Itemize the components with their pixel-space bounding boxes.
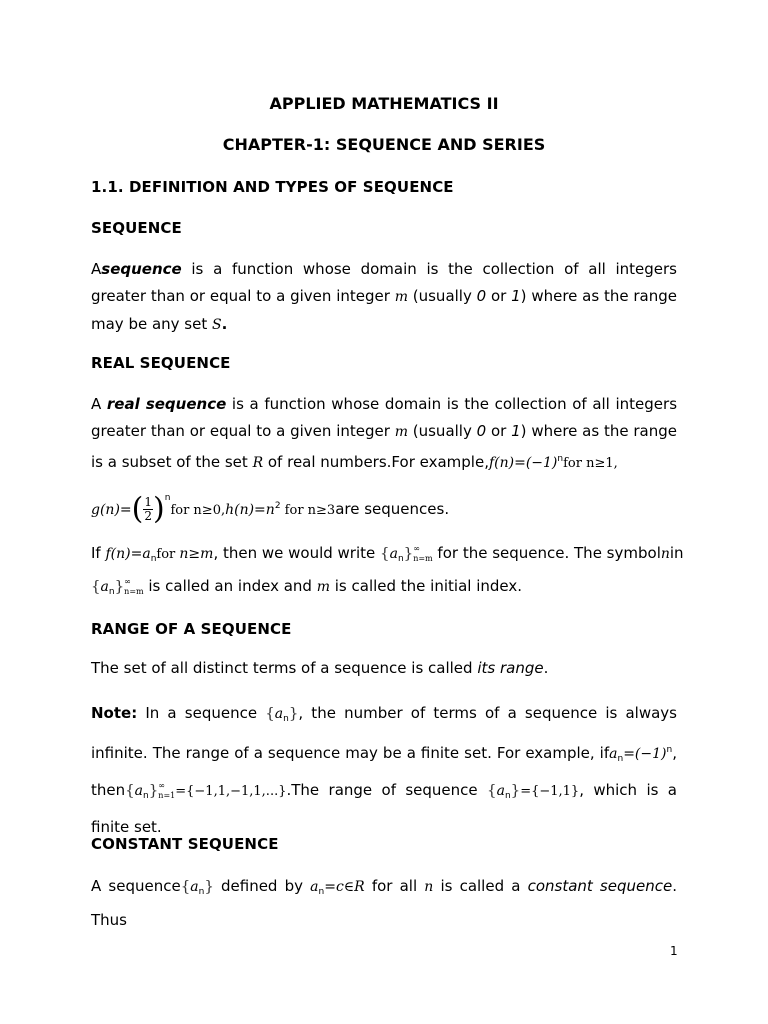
one-half-fraction: $\frac{1}{2}$	[144, 495, 152, 523]
chapter-title: CHAPTER-1: SEQUENCE AND SERIES	[222, 135, 546, 154]
real-sequence-definition: A real sequence is a function whose domain is the collection of all integers greater than or equal to a given integer m (usually 0 or 1) where as the range is a subset of the set R of real numbers.For $example,f(n)=(-1)^nfor$ n≥1,	[91, 395, 678, 471]
page-number: 1	[670, 944, 678, 958]
range-definition: The set of all distinct terms of a sequence is called its range.	[91, 659, 549, 677]
constant-sequence-definition: A $sequence\{a_n\}$ defined by $a_n=c\in R$ for all n is called a constant sequence. Thus	[91, 877, 677, 929]
note-paragraph: Note: In a sequence $\{a_n\}$, the number of terms of a sequence is always infinite. The range of a sequence may be a finite set. For example, $ifa_n=(-1)^n$, $then\{a_n\}$ ∞ n=1 ={−1,1,−1,1,...}.The range of sequence $\{a_n\}=\{-1,1\}$, which is a finite set.	[91, 704, 677, 836]
sequence-definition: Asequence is a function whose domain is the collection of all integers greater than or equal to a given integer m (usually 0 or 1) where as the range may be any set S.	[91, 260, 677, 333]
index-line-2: $\{a_n\}$ ∞ n=m is called an index and m is called the initial index.	[91, 576, 523, 597]
section-heading: 1.1. DEFINITION AND TYPES OF SEQUENCE	[91, 178, 454, 196]
range-heading: RANGE OF A SEQUENCE	[91, 620, 292, 638]
index-line-1: If $f(n)=a_nfor$ n≥m, then we would write $\{a_n\}$ ∞ n=m for the sequence. The symbolnin	[91, 543, 684, 564]
constant-sequence-heading: CONSTANT SEQUENCE	[91, 835, 279, 853]
sequence-heading: SEQUENCE	[91, 219, 182, 237]
real-sequence-heading: REAL SEQUENCE	[91, 354, 231, 372]
real-sequence-examples: g(n)=( $\frac{1}{2}$ )$^n$for $n\ge 0,h(n)=n^2$ for n≥3are sequences.	[91, 491, 450, 527]
document-title: APPLIED MATHEMATICS II	[269, 94, 499, 113]
